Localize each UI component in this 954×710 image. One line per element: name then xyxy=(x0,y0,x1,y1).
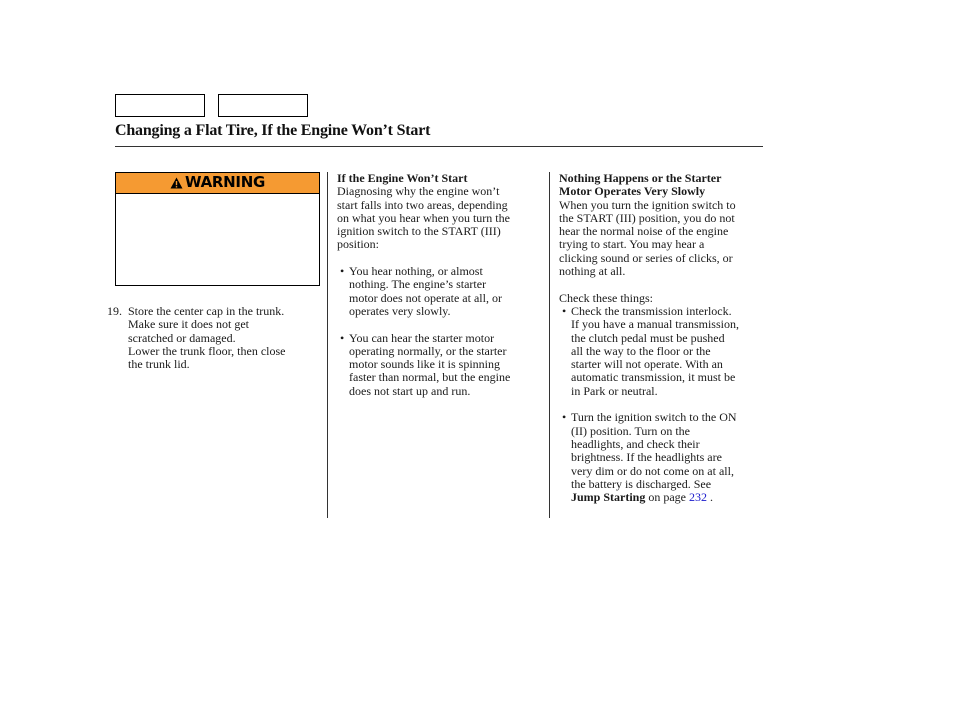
step-line: the trunk lid. xyxy=(128,357,190,372)
title-divider xyxy=(115,146,763,147)
bullet-icon: • xyxy=(340,264,345,279)
column-nothing-happens xyxy=(559,172,764,504)
bullet-line: Check the transmission interlock. xyxy=(571,303,732,318)
intro-line: the START (III) position, you do not xyxy=(559,210,735,225)
bullet-line: headlights, and check their xyxy=(571,436,700,451)
intro-line: Diagnosing why the engine won’t xyxy=(337,184,500,199)
bullet-line xyxy=(571,491,764,504)
step-number: 19. xyxy=(107,304,122,318)
nav-box-1[interactable] xyxy=(115,94,205,117)
bullet-line: brightness. If the headlights are xyxy=(571,450,722,465)
bullet-line: nothing. The engine’s starter xyxy=(349,277,487,292)
section-heading: If the Engine Won’t Start xyxy=(337,171,468,185)
bullet-line: all the way to the floor or the xyxy=(571,343,711,358)
bullet-line: faster than normal, but the engine xyxy=(349,370,511,385)
intro-line: hear the normal noise of the engine xyxy=(559,224,729,239)
bullet-icon: • xyxy=(562,410,567,425)
column-divider-2 xyxy=(549,172,550,518)
intro-line: start falls into two areas, depending xyxy=(337,197,508,212)
step-line: Store the center cap in the trunk. xyxy=(128,304,285,318)
end-text: . xyxy=(707,490,713,505)
bullet-line: does not start up and run. xyxy=(349,383,471,398)
warning-label: WARNING xyxy=(185,173,265,192)
bullet-item xyxy=(337,332,539,398)
bullet-line: automatic transmission, it must be xyxy=(571,370,736,385)
bullet-line: operates very slowly. xyxy=(349,303,451,318)
intro-line: nothing at all. xyxy=(559,264,626,279)
bullet-line: motor does not operate at all, or xyxy=(349,290,502,305)
bullet-line: the clutch pedal must be pushed xyxy=(571,330,725,345)
step-text xyxy=(128,305,322,371)
intro-line: trying to start. You may hear a xyxy=(559,237,705,252)
bullet-icon: • xyxy=(562,303,567,318)
step-line: Lower the trunk floor, then close xyxy=(128,343,286,358)
bullet-line: operating normally, or the starter xyxy=(349,343,507,358)
check-label: Check these things: xyxy=(559,290,653,305)
bullet-line: in Park or neutral. xyxy=(571,383,658,398)
warning-triangle-icon xyxy=(170,177,183,189)
section-heading: Nothing Happens or the Starter xyxy=(559,171,722,185)
column-divider-1 xyxy=(327,172,328,518)
page-link-232[interactable]: 232 xyxy=(689,490,707,505)
jump-starting-ref: Jump Starting xyxy=(571,490,646,505)
bullet-item xyxy=(559,305,764,398)
bullet-line: If you have a manual transmission, xyxy=(571,317,739,332)
bullet-item xyxy=(337,265,539,318)
bullet-line: very dim or do not come on at all, xyxy=(571,463,734,478)
page-title: Changing a Flat Tire, If the Engine Won’t Start xyxy=(115,122,431,139)
bullet-line: You hear nothing, or almost xyxy=(349,264,483,279)
bullet-line: (II) position. Turn on the xyxy=(571,423,691,438)
intro-line: on what you hear when you turn the xyxy=(337,210,510,225)
intro-line: clicking sound or series of clicks, or xyxy=(559,250,733,265)
bullet-line: You can hear the starter motor xyxy=(349,330,495,345)
intro-line: ignition switch to the START (III) xyxy=(337,224,501,239)
step-line: Make sure it does not get xyxy=(128,317,249,332)
column-engine-wont-start xyxy=(337,172,539,398)
warning-box xyxy=(115,172,320,286)
bullet-line: Turn the ignition switch to the ON xyxy=(571,410,737,425)
step-19 xyxy=(107,305,322,371)
intro-line: When you turn the ignition switch to xyxy=(559,197,736,212)
bullet-item xyxy=(559,411,764,504)
nav-box-2[interactable] xyxy=(218,94,308,117)
bullet-line: motor sounds like it is spinning xyxy=(349,357,501,372)
intro-line: position: xyxy=(337,237,380,252)
warning-header xyxy=(116,173,319,194)
step-line: scratched or damaged. xyxy=(128,330,236,345)
bullet-icon: • xyxy=(340,330,345,345)
section-heading: Motor Operates Very Slowly xyxy=(559,184,706,199)
bullet-line: the battery is discharged. See xyxy=(571,476,712,491)
bullet-line: starter will not operate. With an xyxy=(571,357,723,372)
on-page-text: on page xyxy=(645,490,689,505)
